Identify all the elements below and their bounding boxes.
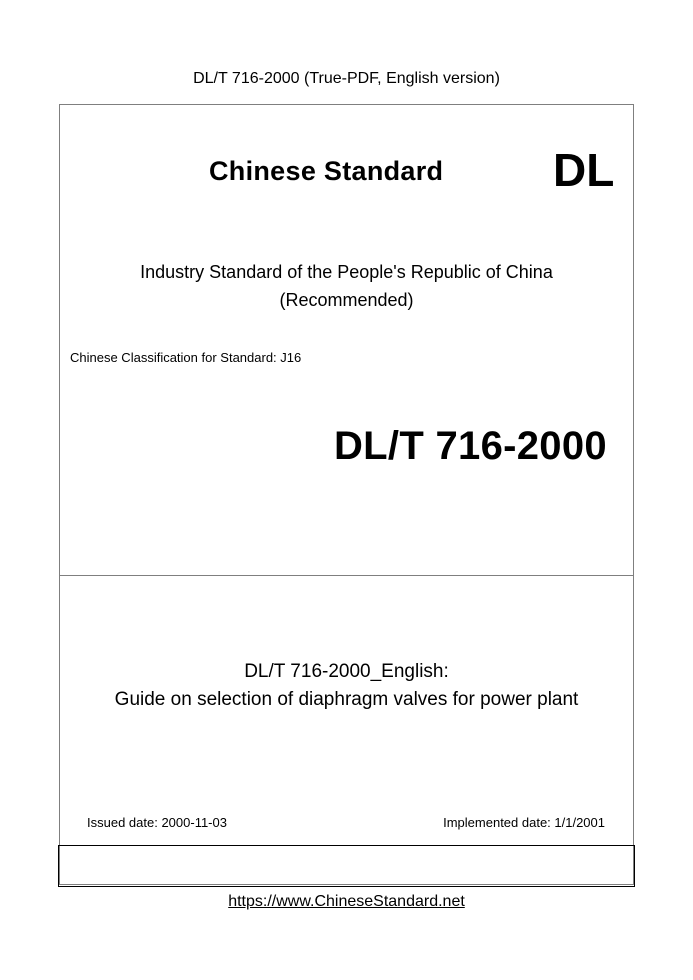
standard-number: DL/T 716-2000	[334, 424, 607, 468]
standard-heading: Chinese Standard	[209, 156, 444, 186]
issued-date: Issued date: 2000-11-03	[87, 815, 227, 830]
implemented-date: Implemented date: 1/1/2001	[443, 815, 605, 830]
website-link[interactable]: https://www.ChineseStandard.net	[228, 893, 465, 910]
page-header: DL/T 716-2000 (True-PDF, English version)	[193, 70, 500, 87]
bottom-strip	[58, 845, 635, 887]
industry-line-2: (Recommended)	[279, 290, 414, 310]
section-divider	[60, 575, 633, 576]
cover-frame	[59, 104, 634, 885]
classification-text: Chinese Classification for Standard: J16	[70, 350, 302, 365]
document-title-line-2: Guide on selection of diaphragm valves for power plant	[114, 689, 579, 710]
document-title	[59, 658, 634, 714]
footer	[0, 893, 693, 911]
industry-statement	[59, 258, 634, 314]
industry-line-1: Industry Standard of the People's Republic of China	[140, 262, 553, 282]
document-title-line-1: DL/T 716-2000_English:	[244, 661, 449, 682]
standard-code-mark: DL	[553, 144, 615, 196]
